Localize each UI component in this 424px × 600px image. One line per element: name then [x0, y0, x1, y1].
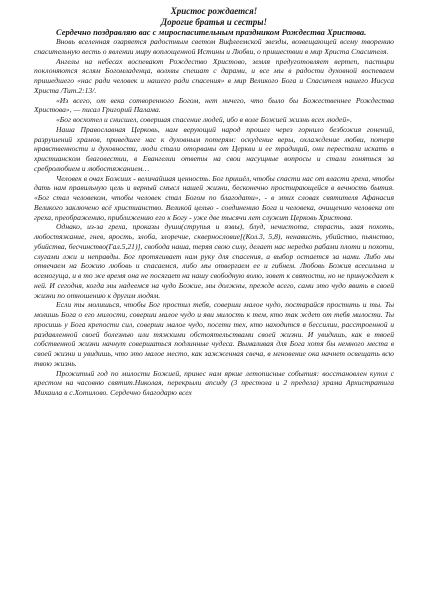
- greeting-heading-2: Дорогие братья и сестры!: [161, 16, 267, 27]
- paragraph-8: Если ты молишься, чтобы Бог простил тебя, соверши малое чудо, постарайся простить и ты. Ты молишь Бога о его милости, соверши малое чудо и яви милость к тем, кто так ждет от тебя милости. Ты просишь у Бога крепости сил, соверши малое чудо, посети тех, кто находится в бессилии, расстроенной и раздавленной своей болезнью или тяжкими обстоятельствами своей жизни. И увидишь, как в твоей собственной жизни начнут совершаться подлинные чудеса. Вымаливая для Бога хотя бы немного места в своей жизни и увидишь, что это малое место, как зажженная свеча, в мгновение ока начнет освещать всю твою жизнь.: [34, 300, 394, 368]
- paragraph-4: «Бог восхотел и снисшел, совершая спасение людей, ибо в воле Божией жизнь всех людей».: [56, 115, 352, 125]
- paragraph-9: Прожитый год по милости Божией, принес нам яркие летописные события: восстановлен купол с крестом на часовню святит.Николая, перекрыли апсиду (3 престола и 2 предела) храма Архистратига Михаила в с.Хотилово. Сердечно благодарю всех: [34, 368, 394, 398]
- intro-paragraph: Сердечно поздравляю вас с мироспасительным праздником Рождества Христова.: [56, 27, 367, 37]
- paragraph-2: Ангелы на небесах воспевают Рождество Христово, земля предуготовляет вертеп, пастыри поклоняются яслям Богомладенца, волхвы спешат с дарами, и все мы в радости духовной воспеваем пришедшего «нас ради человек и нашего ради спасения» в мир Великого Бога и Спасителя нашего Иисуса Христа /Тит.2:13/.: [34, 56, 394, 95]
- paragraph-7: Однако, из-за греха, проказы души(струпья и язвы), блуд, нечистота, страсть, злая похоть, любостяжание, гнев, ярость, злоба, злоречие, сквернословие[(Кол.3, 5,8), ненависть, убийство, пьянство, убийства, бесчинство(Гал.5,21)], свобода наша, теряя свою силу, делает нас нередко рабами плоти и похоти, слугами лжи и неправды. Бог протягивает нам руку для спасения, а выбор остается за нами. Либо мы отвечаем на Божию любовь и спасаемся, либо мы отвергаем ее и гибнем. Любовь Божия всесильна и всемогуща, и в то же время она не посягает на нашу свободную волю, зовет к святости, но не принуждает к ней. И сегодня, когда мы надеемся на чудо Божие, мы должны, прежде всего, сами это чудо явить в своей жизни по отношению к другим людям.: [34, 222, 394, 300]
- greeting-heading-1: Христос рождается!: [170, 6, 258, 16]
- paragraph-6: Человек в очах Божиих - величайшая ценность. Бог пришёл, чтобы спасти нас от власти греха, чтобы дать нам правильную цель и верный смысл нашей жизни, бесконечно простирающейся в вечность бытия. «Бог стал человеком, чтобы человек стал Богом по благодати», - в этих словах святителя Афанасия Великого заключено всё христианство. Великой целью - соединению Бога и человека, очищению человека от греха, преображению, приближению его к Богу - уже две тысячи лет служит Церковь Христова.: [34, 173, 394, 222]
- paragraph-3: «Из всего, от века сотворенного Богом, нет ничего, что было бы Божественнее Рождества Христова», — писал Григорий Палама.: [34, 95, 394, 115]
- paragraph-5: Наша Православная Церковь, нам верующий народ прошел через горнило безбожия гонений, разрушений храмов, приведшее нас к духовным потерям: оскудение веры, охлаждение любви, потеря нравственности и духовности, люди стали оторваны от Церкви и ее традиций, они перестали искать в христианском благовестии, в Евангелии ответы на свои насущные вопросы и стали гоняться за сребролюбием и любостяжанием…: [34, 124, 394, 173]
- paragraph-1: Вновь вселенная озаряется радостным светом Вифлеемской звезды, возвещающей всему творению спасительную весть о явлении миру воплощенной Истины и Любви, о пришествии в мир Христа Спасителя.: [34, 37, 394, 56]
